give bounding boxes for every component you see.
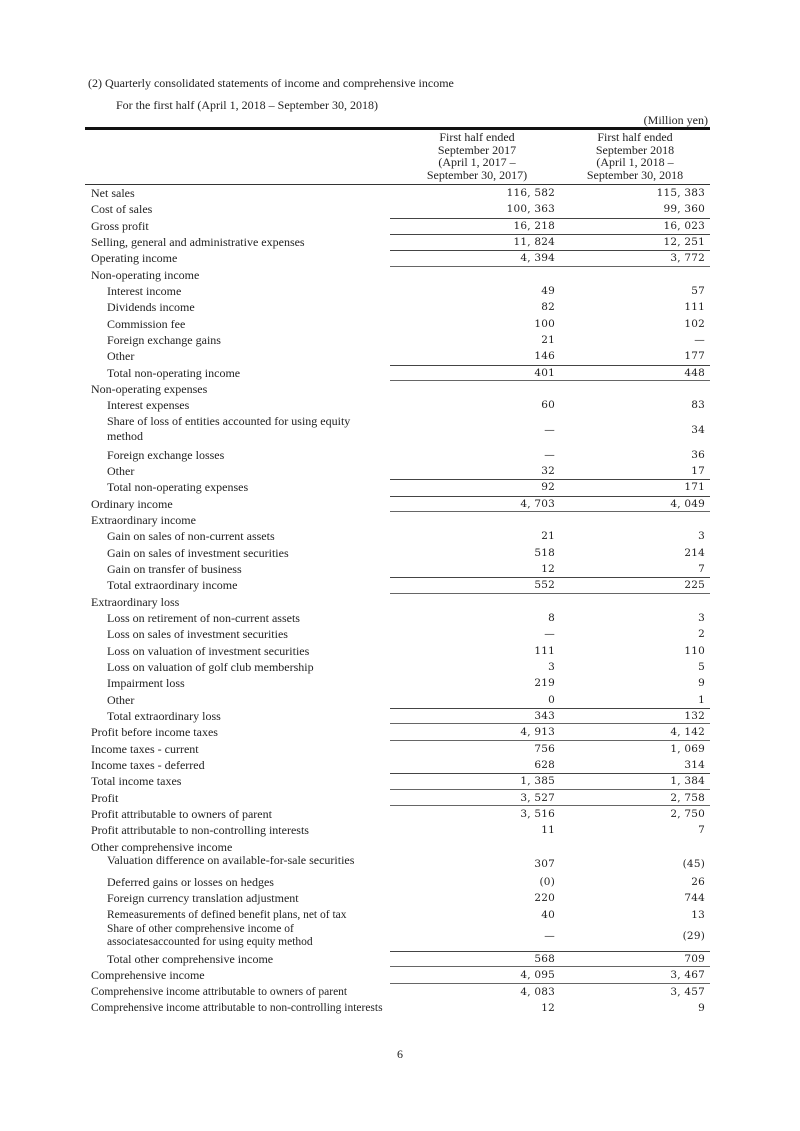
table-row (85, 967, 710, 983)
value-2018: 83 (691, 399, 705, 412)
table-row (85, 218, 710, 234)
row-label: Commission fee (107, 316, 186, 331)
row-label: Gain on sales of non-current assets (107, 529, 275, 544)
value-2017: 49 (541, 285, 555, 298)
value-2018: 132 (684, 710, 705, 722)
table-row (85, 512, 710, 528)
value-2018: 177 (684, 350, 705, 363)
value-2017: 11 (541, 824, 555, 837)
row-label: Non-operating expenses (91, 382, 208, 397)
value-2018: 12, 251 (663, 236, 705, 249)
table-row (85, 594, 710, 610)
value-2017: 146 (534, 350, 555, 363)
table-row (85, 299, 710, 315)
table-row (85, 414, 710, 447)
column-header-line: September 2017 (437, 142, 517, 157)
table-row (85, 951, 710, 967)
value-2017: 12 (541, 562, 555, 575)
value-2018: 7 (698, 562, 705, 575)
row-label: Cost of sales (91, 202, 153, 217)
value-2018: 1 (698, 693, 705, 706)
table-row (85, 397, 710, 413)
value-2018: 99, 360 (663, 203, 705, 216)
row-label: Gain on transfer of business (107, 561, 242, 576)
value-2017: 3, 527 (520, 791, 555, 804)
row-label: Total income taxes (91, 774, 182, 789)
value-2017: 756 (534, 742, 555, 755)
value-2017: 568 (534, 953, 555, 966)
table-row (85, 463, 710, 479)
value-2018: 4, 142 (670, 726, 705, 739)
table-row (85, 907, 710, 923)
row-label: Share of other comprehensive income of associatesaccounted for using equity method (107, 923, 313, 948)
table-row (85, 855, 710, 874)
value-2017: 3, 516 (520, 808, 555, 821)
value-2017: — (544, 930, 555, 943)
value-2018: 57 (691, 285, 705, 298)
row-label: Operating income (91, 251, 178, 266)
value-2017: 518 (534, 546, 555, 559)
income-statement-table (85, 185, 710, 1017)
row-label: Loss on retirement of non-current assets (107, 610, 300, 625)
value-2018: (45) (682, 858, 705, 871)
value-2017: 0 (548, 693, 555, 706)
value-2018: 1, 069 (670, 742, 705, 755)
table-row (85, 348, 710, 364)
value-2017: 4, 913 (520, 726, 555, 739)
row-label: Extraordinary loss (91, 594, 180, 609)
column-header-line: (April 1, 2018 – (596, 155, 674, 169)
value-2017: 111 (534, 644, 555, 657)
table-row (85, 806, 710, 822)
table-row (85, 757, 710, 773)
row-label: Share of loss of entities accounted for using equity method (107, 413, 351, 444)
value-2017: 4, 083 (520, 985, 555, 998)
value-2017: 8 (548, 611, 555, 624)
row-label: Comprehensive income attributable to owners of parent (91, 985, 348, 998)
value-2017: 16, 218 (513, 219, 555, 232)
value-2017: 21 (541, 334, 555, 347)
value-2017: 219 (534, 677, 555, 690)
table-row (85, 626, 710, 642)
value-2017: 4, 095 (520, 969, 555, 982)
value-2018: 314 (684, 759, 705, 772)
table-row (85, 365, 710, 381)
table-row (85, 316, 710, 332)
value-2018: 26 (691, 876, 705, 889)
column-header-line: September 30, 2017) (426, 167, 528, 182)
row-label: Income taxes - current (91, 741, 199, 756)
table-row (85, 447, 710, 463)
column-header-line: First half ended (439, 130, 515, 144)
value-2018: 3, 467 (670, 969, 705, 982)
value-2017: 401 (534, 366, 555, 379)
row-label: Interest income (107, 284, 182, 299)
row-label: Foreign exchange losses (107, 447, 225, 462)
row-label: Profit before income taxes (91, 725, 218, 740)
value-2018: 115, 383 (656, 187, 705, 199)
table-row (85, 822, 710, 838)
table-row (85, 874, 710, 890)
value-2018: 102 (684, 317, 705, 330)
value-2018: 744 (684, 892, 705, 905)
value-2018: 709 (684, 953, 705, 966)
value-2017: 552 (534, 579, 555, 592)
row-label: Total extraordinary loss (107, 709, 221, 723)
value-2017: 92 (541, 481, 555, 494)
row-label: Extraordinary income (91, 512, 196, 527)
value-2018: 3, 772 (670, 252, 705, 265)
value-2018: 225 (684, 579, 705, 592)
value-2017: 82 (541, 301, 555, 314)
value-2017: 12 (541, 1002, 555, 1015)
row-label: Foreign currency translation adjustment (107, 891, 299, 906)
section-title: (2) Quarterly consolidated statements of income and comprehensive income (88, 76, 454, 90)
table-row (85, 332, 710, 348)
value-2018: 111 (684, 301, 705, 314)
value-2018: 2, 758 (670, 791, 705, 804)
table-row (85, 741, 710, 757)
row-label: Loss on valuation of golf club membership (107, 659, 314, 674)
row-label: Loss on valuation of investment securities (107, 643, 310, 658)
value-2017: 100, 363 (506, 203, 555, 216)
column-header-line: September 2018 (595, 142, 675, 157)
row-label: Profit attributable to non-controlling interests (91, 823, 309, 838)
value-2017: 628 (534, 759, 555, 772)
row-label: Net sales (91, 186, 135, 200)
table-row (85, 528, 710, 544)
column-header-line: (April 1, 2017 – (438, 155, 516, 169)
value-2017: 60 (541, 399, 555, 412)
row-label: Total non-operating expenses (107, 480, 249, 495)
value-2018: 7 (698, 824, 705, 837)
value-2018: 214 (684, 546, 705, 559)
value-2018: 9 (698, 1002, 705, 1015)
table-row (85, 479, 710, 495)
value-2017: — (544, 448, 555, 461)
value-2017: 1, 385 (520, 775, 555, 788)
row-label: Ordinary income (91, 496, 173, 511)
row-label: Total non-operating income (107, 365, 241, 380)
table-row (85, 1000, 710, 1016)
row-label: Gain on sales of investment securities (107, 545, 289, 560)
page-number: 6 (397, 1047, 403, 1061)
value-2018: 34 (691, 423, 705, 436)
column-header-2018 (555, 131, 715, 181)
unit-label: (Million yen) (643, 113, 708, 127)
value-2018: 17 (691, 464, 705, 477)
row-label: Impairment loss (107, 676, 185, 691)
row-label: Other (107, 349, 135, 364)
value-2017: 220 (534, 892, 555, 905)
column-header-2017 (397, 131, 557, 181)
row-label: Valuation difference on available-for-sale securities (107, 853, 355, 868)
value-2018: 1, 384 (670, 775, 705, 788)
value-2018: 171 (684, 481, 705, 494)
table-row (85, 790, 710, 806)
table-row (85, 496, 710, 512)
value-2018: 13 (691, 908, 705, 921)
value-2017: 3 (548, 660, 555, 673)
row-label: Interest expenses (107, 398, 190, 413)
row-label: Other comprehensive income (91, 839, 233, 854)
row-label: Foreign exchange gains (107, 333, 221, 348)
table-row (85, 773, 710, 789)
value-2018: 4, 049 (670, 497, 705, 510)
table-row (85, 643, 710, 659)
table-row (85, 675, 710, 691)
value-2017: — (544, 628, 555, 641)
value-2017: — (544, 423, 555, 436)
table-row (85, 545, 710, 561)
value-2017: 32 (541, 464, 555, 477)
value-2018: (29) (682, 930, 705, 943)
row-label: Gross profit (91, 218, 149, 233)
table-row (85, 234, 710, 250)
row-label: Comprehensive income attributable to non-controlling interests (91, 1002, 383, 1015)
value-2018: 3 (698, 611, 705, 624)
table-row (85, 984, 710, 1000)
value-2017: 100 (534, 317, 555, 330)
value-2018: — (694, 334, 705, 347)
value-2018: 448 (684, 366, 705, 379)
value-2017: 21 (541, 530, 555, 543)
value-2017: 40 (541, 908, 555, 921)
value-2017: (0) (539, 876, 555, 889)
table-row (85, 185, 710, 201)
value-2018: 3, 457 (670, 985, 705, 998)
value-2017: 4, 394 (520, 252, 555, 265)
row-label: Other (107, 692, 135, 707)
value-2018: 2, 750 (670, 808, 705, 821)
table-row (85, 923, 710, 951)
table-row (85, 561, 710, 577)
row-label: Income taxes - deferred (91, 758, 205, 773)
value-2017: 11, 824 (513, 236, 555, 249)
table-row (85, 708, 710, 724)
column-header-line: First half ended (597, 130, 673, 144)
row-label: Dividends income (107, 300, 195, 315)
table-row (85, 890, 710, 906)
row-label: Profit (91, 790, 119, 805)
row-label: Profit attributable to owners of parent (91, 807, 272, 822)
row-label: Other (107, 463, 135, 478)
row-label: Non-operating income (91, 267, 200, 282)
table-row (85, 610, 710, 626)
value-2017: 4, 703 (520, 497, 555, 510)
period-title: For the first half (April 1, 2018 – September 30, 2018) (116, 98, 378, 112)
value-2018: 36 (691, 448, 705, 461)
table-row (85, 692, 710, 708)
value-2018: 5 (698, 660, 705, 673)
row-label: Remeasurements of defined benefit plans, net of tax (107, 908, 347, 921)
row-label: Total extraordinary income (107, 578, 238, 593)
row-label: Loss on sales of investment securities (107, 627, 288, 642)
row-label: Comprehensive income (91, 968, 205, 983)
table-row (85, 267, 710, 283)
value-2018: 9 (698, 677, 705, 690)
value-2018: 16, 023 (663, 219, 705, 232)
table-row (85, 201, 710, 217)
row-label: Deferred gains or losses on hedges (107, 875, 274, 890)
value-2018: 2 (698, 628, 705, 641)
row-label: Total other comprehensive income (107, 952, 274, 967)
value-2017: 343 (534, 710, 555, 722)
table-row (85, 381, 710, 397)
row-label: Selling, general and administrative expenses (91, 235, 305, 250)
table-row (85, 724, 710, 740)
table-row (85, 250, 710, 266)
value-2018: 3 (698, 530, 705, 543)
value-2017: 307 (534, 858, 555, 871)
value-2018: 110 (684, 644, 705, 657)
table-row (85, 659, 710, 675)
table-row (85, 577, 710, 593)
column-header-line: September 30, 2018 (586, 167, 684, 182)
table-row (85, 283, 710, 299)
value-2017: 116, 582 (506, 187, 555, 199)
